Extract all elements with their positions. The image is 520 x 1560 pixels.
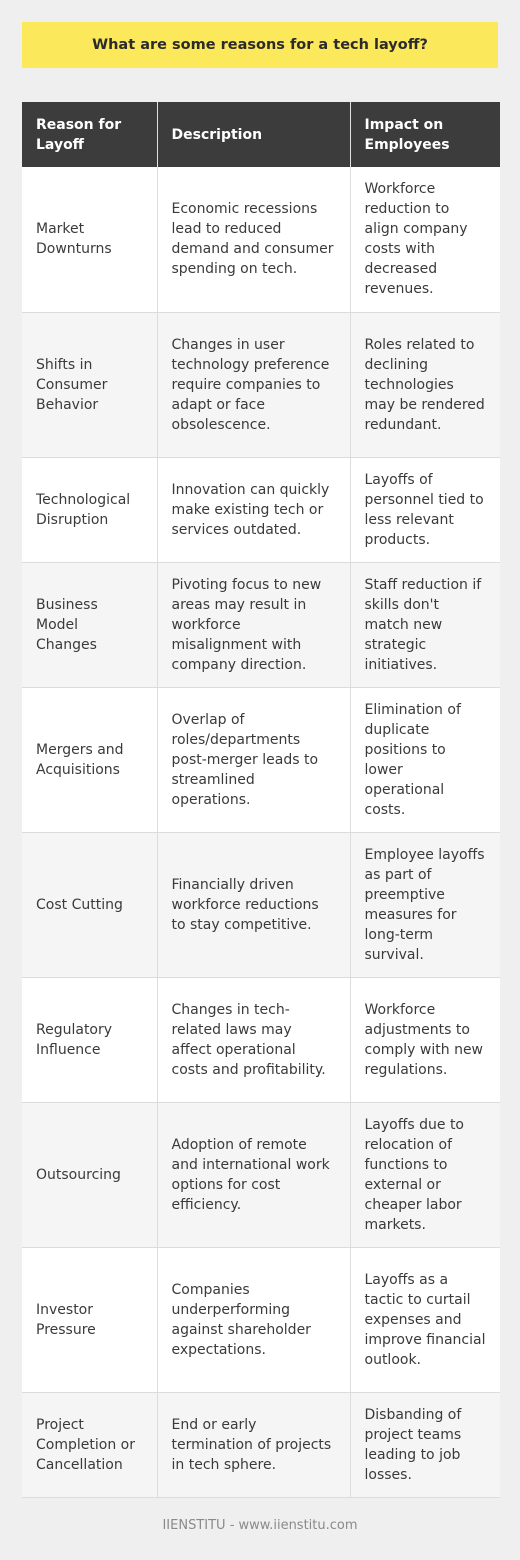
layoff-reasons-table (22, 102, 500, 1498)
cell-description: Adoption of remote and international work options for cost efficiency. (157, 1102, 350, 1247)
cell-reason: Cost Cutting (22, 832, 157, 977)
cell-reason: Shifts in Consumer Behavior (22, 312, 157, 457)
table-row (22, 562, 500, 687)
cell-description: Economic recessions lead to reduced demand and consumer spending on tech. (157, 167, 350, 312)
table-header-row (22, 102, 500, 167)
cell-reason: Technological Disruption (22, 457, 157, 562)
cell-reason: Regulatory Influence (22, 977, 157, 1102)
cell-description: Changes in tech-related laws may affect operational costs and profitability. (157, 977, 350, 1102)
cell-description: Pivoting focus to new areas may result in workforce misalignment with company direction. (157, 562, 350, 687)
cell-impact: Workforce adjustments to comply with new regulations. (350, 977, 500, 1102)
table-row (22, 977, 500, 1102)
cell-description: Financially driven workforce reductions to stay competitive. (157, 832, 350, 977)
header-reason: Reason for Layoff (22, 102, 157, 167)
cell-impact: Workforce reduction to align company costs with decreased revenues. (350, 167, 500, 312)
table-row (22, 1392, 500, 1497)
cell-impact: Roles related to declining technologies may be rendered redundant. (350, 312, 500, 457)
cell-impact: Elimination of duplicate positions to lower operational costs. (350, 687, 500, 832)
table-row (22, 687, 500, 832)
cell-description: End or early termination of projects in tech sphere. (157, 1392, 350, 1497)
cell-reason: Investor Pressure (22, 1247, 157, 1392)
page-title: What are some reasons for a tech layoff? (92, 37, 428, 53)
cell-description: Overlap of roles/departments post-merger leads to streamlined operations. (157, 687, 350, 832)
footer-credit: IIENSTITU - www.iienstitu.com (162, 1518, 358, 1533)
cell-impact: Employee layoffs as part of preemptive measures for long-term survival. (350, 832, 500, 977)
table-row (22, 312, 500, 457)
cell-reason: Business Model Changes (22, 562, 157, 687)
cell-impact: Disbanding of project teams leading to job losses. (350, 1392, 500, 1497)
cell-reason: Mergers and Acquisitions (22, 687, 157, 832)
table-row (22, 457, 500, 562)
cell-reason: Market Downturns (22, 167, 157, 312)
cell-impact: Layoffs of personnel tied to less relevant products. (350, 457, 500, 562)
table-row (22, 1102, 500, 1247)
header-description: Description (157, 102, 350, 167)
table-row (22, 1247, 500, 1392)
cell-impact: Layoffs as a tactic to curtail expenses and improve financial outlook. (350, 1247, 500, 1392)
cell-reason: Project Completion or Cancellation (22, 1392, 157, 1497)
cell-description: Companies underperforming against shareholder expectations. (157, 1247, 350, 1392)
table-row (22, 832, 500, 977)
cell-reason: Outsourcing (22, 1102, 157, 1247)
cell-impact: Staff reduction if skills don't match new strategic initiatives. (350, 562, 500, 687)
cell-description: Changes in user technology preference require companies to adapt or face obsolescence. (157, 312, 350, 457)
cell-description: Innovation can quickly make existing tech or services outdated. (157, 457, 350, 562)
header-impact: Impact on Employees (364, 116, 450, 153)
table-row (22, 167, 500, 312)
title-banner (22, 22, 498, 68)
cell-impact: Layoffs due to relocation of functions to external or cheaper labor markets. (350, 1102, 500, 1247)
